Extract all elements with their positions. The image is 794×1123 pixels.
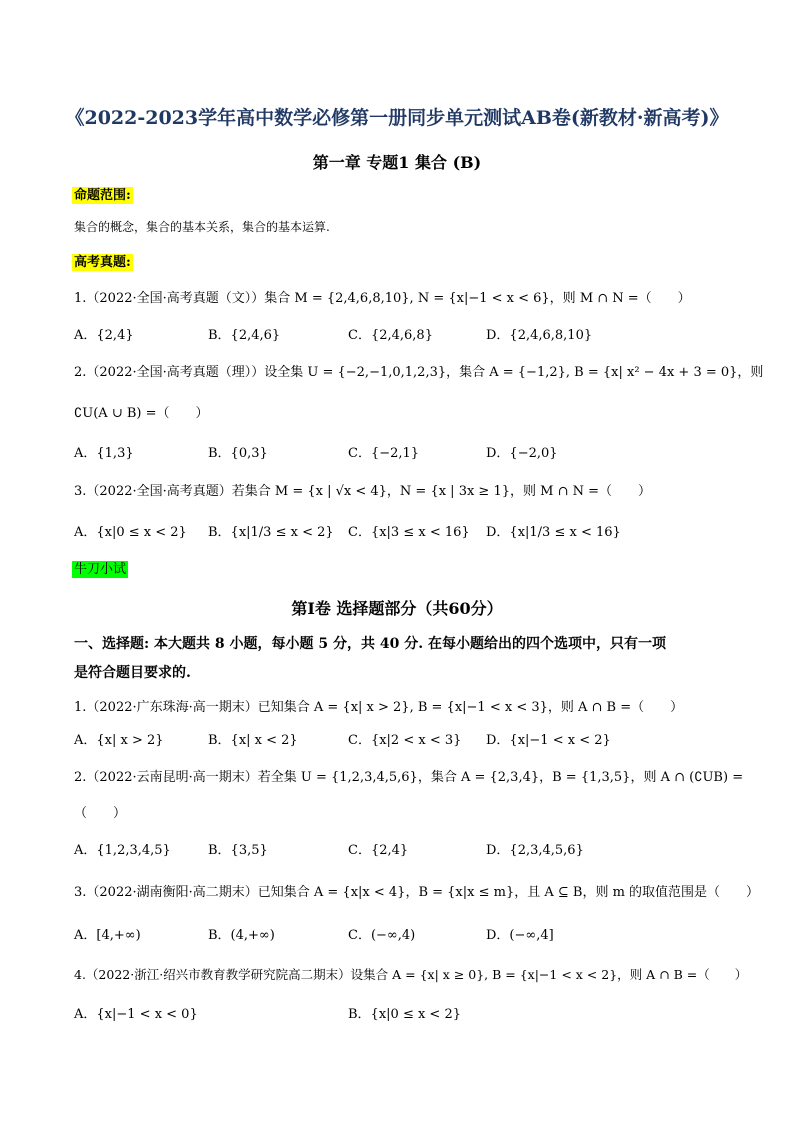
document-title: 《2022-2023学年高中数学必修第一册同步单元测试AB卷(新教材·新高考)》 bbox=[65, 107, 729, 129]
question-stem-continued: ∁U(A ∪ B) =（ ） bbox=[74, 406, 209, 421]
question-stem: 1.（2022·全国·高考真题（文））集合 M = {2,4,6,8,10}, N = {x|−1 < x < 6}，则 M ∩ N =（ ） bbox=[74, 291, 691, 306]
option-b: B．(4,+∞) bbox=[208, 928, 275, 943]
option-b: B．{x|1/3 ≤ x < 2} bbox=[208, 525, 334, 540]
section-title: 第Ⅰ卷 选择题部分（共60分） bbox=[291, 599, 503, 618]
question-stem: 4.（2022·浙江·绍兴市教育教学研究院高二期末）设集合 A = {x| x ≥ 0}, B = {x|−1 < x < 2}，则 A ∩ B =（ ） bbox=[74, 967, 748, 982]
scope-section bbox=[72, 184, 133, 203]
option-a: A．{1,2,3,4,5} bbox=[74, 843, 171, 858]
instructions-line-1: 一、选择题: 本大题共 8 小题，每小题 5 分，共 40 分. 在每小题给出的四个选项中，只有一项 bbox=[74, 636, 666, 652]
question-stem: 2.（2022·云南昆明·高一期末）若全集 U = {1,2,3,4,5,6}，集合 A = {2,3,4}，B = {1,3,5}，则 A ∩ (∁UB) = bbox=[74, 770, 744, 785]
question-stem: 2.（2022·全国·高考真题（理））设全集 U = {−2,−1,0,1,2,3}，集合 A = {−1,2}, B = {x| x² − 4x + 3 = 0}，则 bbox=[74, 365, 764, 380]
option-c: C．{x|2 < x < 3} bbox=[348, 733, 462, 748]
instructions-line-2: 是符合题目要求的. bbox=[74, 665, 191, 681]
option-c: C．{x|3 ≤ x < 16} bbox=[348, 525, 470, 540]
option-d: D．{x|−1 < x < 2} bbox=[486, 733, 611, 748]
option-c: C．{2,4} bbox=[348, 843, 409, 858]
practice-label: 牛刀小试 bbox=[74, 562, 127, 577]
option-d: D．{−2,0} bbox=[486, 446, 558, 461]
option-d: D．{2,4,6,8,10} bbox=[486, 328, 593, 343]
option-b: B．{0,3} bbox=[208, 446, 268, 461]
option-a: A．{1,3} bbox=[74, 446, 134, 461]
option-d: D．(−∞,4] bbox=[486, 928, 554, 943]
practice-section bbox=[72, 558, 128, 577]
option-b: B．{x|0 ≤ x < 2} bbox=[348, 1007, 461, 1022]
option-d: D．{x|1/3 ≤ x < 16} bbox=[486, 525, 621, 540]
option-c: C．(−∞,4) bbox=[348, 928, 416, 943]
option-b: B．{x| x < 2} bbox=[208, 733, 298, 748]
gaokao-section bbox=[72, 251, 133, 270]
option-d: D．{2,3,4,5,6} bbox=[486, 843, 584, 858]
gaokao-label: 高考真题: bbox=[74, 255, 131, 270]
option-b: B．{3,5} bbox=[208, 843, 268, 858]
question-stem: 1.（2022·广东珠海·高一期末）已知集合 A = {x| x > 2}, B = {x|−1 < x < 3}，则 A ∩ B =（ ） bbox=[74, 700, 684, 715]
option-c: C．{2,4,6,8} bbox=[348, 328, 433, 343]
document-subtitle: 第一章 专题1 集合 (B) bbox=[312, 153, 482, 172]
option-a: A．{2,4} bbox=[74, 328, 134, 343]
option-a: A．{x|0 ≤ x < 2} bbox=[74, 525, 187, 540]
scope-text: 集合的概念，集合的基本关系，集合的基本运算. bbox=[74, 220, 330, 234]
question-stem: 3.（2022·湖南衡阳·高二期末）已知集合 A = {x|x < 4}，B = {x|x ≤ m}，且 A ⊆ B，则 m 的取值范围是（ ） bbox=[74, 885, 760, 900]
question-stem-continued: （ ） bbox=[74, 806, 127, 821]
option-a: A．[4,+∞) bbox=[74, 928, 141, 943]
option-c: C．{−2,1} bbox=[348, 446, 420, 461]
option-a: A．{x| x > 2} bbox=[74, 733, 164, 748]
option-a: A．{x|−1 < x < 0} bbox=[74, 1007, 198, 1022]
question-stem: 3.（2022·全国·高考真题）若集合 M = {x | √x < 4}，N = {x | 3x ≥ 1}，则 M ∩ N =（ ） bbox=[74, 484, 651, 499]
scope-label: 命题范围: bbox=[74, 188, 131, 203]
option-b: B．{2,4,6} bbox=[208, 328, 281, 343]
